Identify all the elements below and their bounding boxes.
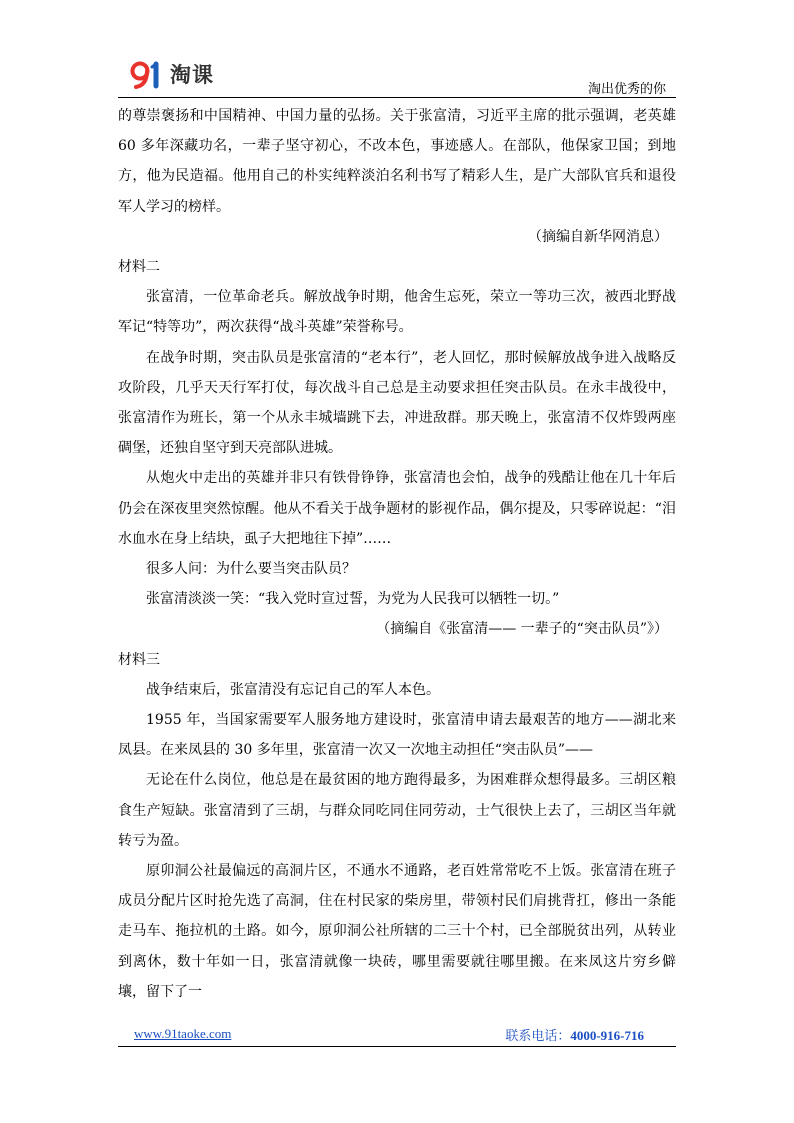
paragraph-intro: 张富清，一位革命老兵。解放战争时期，他舍生忘死，荣立一等功三次，被西北野战军记“特等功”，两次获得“战斗英雄”荣誉称号。 <box>118 289 676 336</box>
footer-website-link[interactable]: www.91taoke.com <box>134 1026 232 1041</box>
logo-mark-icon <box>128 59 168 89</box>
source-note-article: （摘编自《张富清—— 一辈子的“突击队员”》） <box>376 621 668 638</box>
paragraph-question: 很多人问：为什么要当突击队员？ <box>146 561 356 578</box>
paragraph-memories: 从炮火中走出的英雄并非只有铁骨铮铮，张富清也会怕，战争的残酷让他在几十年后仍会在深夜里突然惊醒。他从不看关于战争题材的影视作品，偶尔提及，只零碎说起：“泪水血水在身上结块，虱子大把地往下掉”…… <box>118 470 676 547</box>
section-heading-material-3: 材料三 <box>118 651 160 668</box>
footer-phone-label: 联系电话： <box>505 1029 571 1044</box>
header-divider <box>118 97 676 98</box>
paragraph-after-war: 战争结束后，张富清没有忘记自己的军人本色。 <box>146 681 440 698</box>
article-body <box>118 101 676 1007</box>
footer-phone <box>505 1025 644 1044</box>
paragraph-war-time: 在战争时期，突击队员是张富清的“老本行”，老人回忆，那时候解放战争进入战略反攻阶段，几乎天天行军打仗，每次战斗自己总是主动要求担任突击队员。在永丰战役中，张富清作为班长，第一个从永丰城墙跳下去，冲进敌群。那天晚上，张富清不仅炸毁两座碉堡，还独自坚守到天亮部队进城。 <box>118 349 676 457</box>
paragraph-sanhu: 无论在什么岗位，他总是在最贫困的地方跑得最多，为困难群众想得最多。三胡区粮食生产短缺。张富清到了三胡，与群众同吃同住同劳动，士气很快上去了，三胡区当年就转亏为盈。 <box>118 772 676 849</box>
section-heading-material-2: 材料二 <box>118 259 160 276</box>
paragraph-1955: 1955 年，当国家需要军人服务地方建设时，张富清申请去最艰苦的地方——湖北来凤县。在来凤县的 30 多年里，张富清一次又一次地主动担任“突击队员”—— <box>118 712 676 759</box>
paragraph-answer: 张富清淡淡一笑：“我入党时宣过誓，为党为人民我可以牺牲一切。” <box>146 591 560 608</box>
footer-phone-number: 4000-916-716 <box>570 1028 644 1043</box>
paragraph-gaodong: 原卯洞公社最偏远的高洞片区，不通水不通路，老百姓常常吃不上饭。张富清在班子成员分配片区时抢先选了高洞，住在村民家的柴房里，带领村民们肩挑背扛，修出一条能走马车、拖拉机的土路。如今，原卯洞公社所辖的二三十个村，已全部脱贫出列，从转业到离休，数十年如一日，张富清就像一块砖，哪里需要就往哪里搬。在来凤这片穷乡僻壤，留下了一 <box>118 863 676 1000</box>
source-note-xinhua: （摘编自新华网消息） <box>528 228 668 245</box>
site-logo[interactable] <box>128 58 214 90</box>
logo-text: 淘课 <box>170 63 214 87</box>
paragraph-continuation: 的尊崇褒扬和中国精神、中国力量的弘扬。关于张富清，习近平主席的批示强调，老英雄 60 多年深藏功名，一辈子坚守初心，不改本色，事迹感人。在部队，他保家卫国；到地方，他为民造福。他用自己的朴实纯粹淡泊名利书写了精彩人生，是广大部队官兵和退役军人学习的榜样。 <box>118 108 676 215</box>
header-slogan: 淘出优秀的你 <box>587 82 666 97</box>
footer-divider <box>118 1046 676 1047</box>
